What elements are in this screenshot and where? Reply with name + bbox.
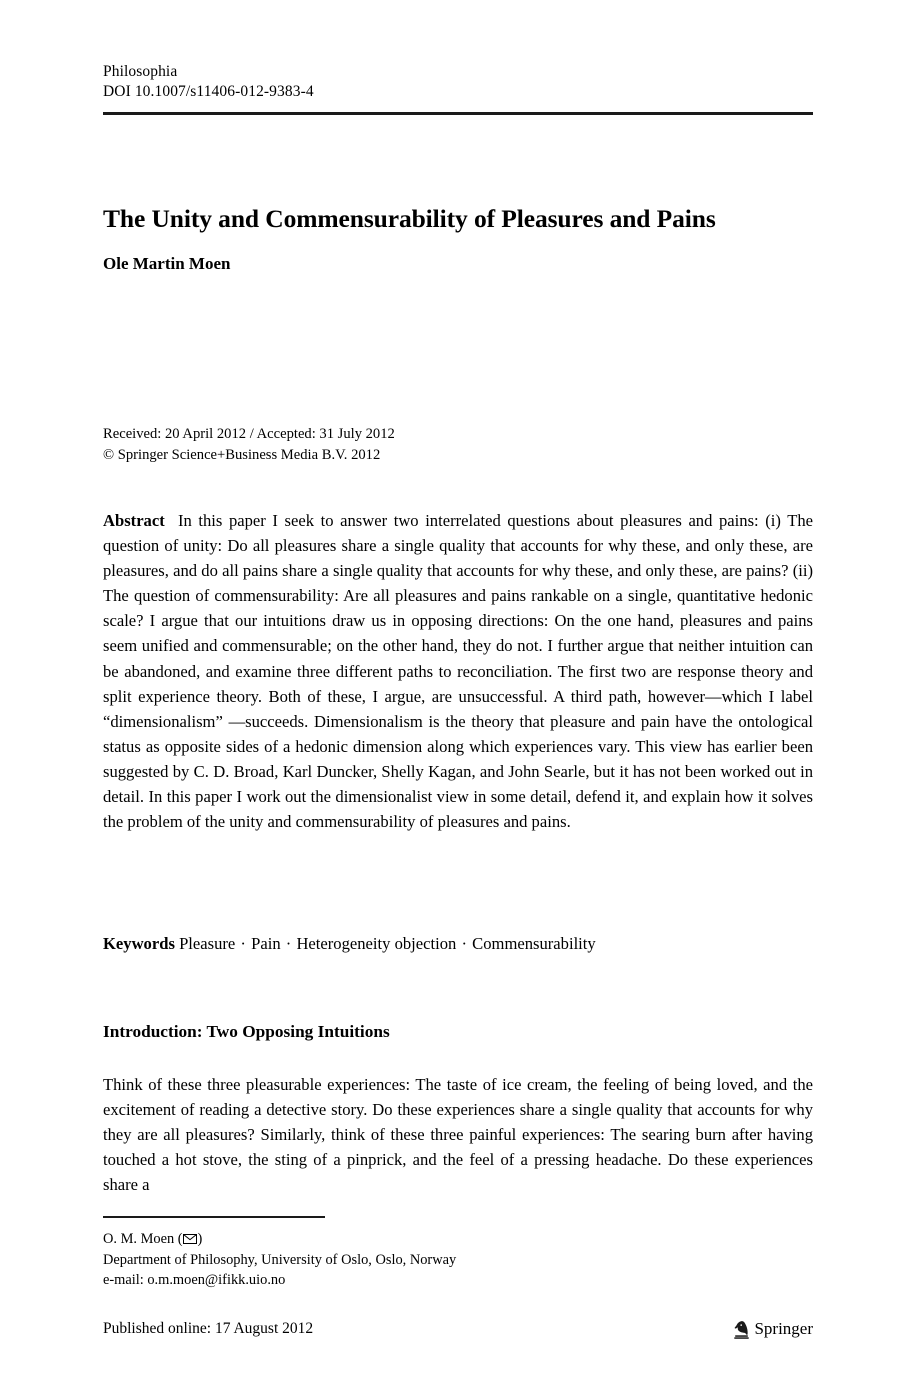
keywords-list <box>179 934 596 953</box>
abstract-body: In this paper I seek to answer two interrelated questions about pleasures and pains: (i) The question of unity: Do all pleasures share a single quality that accounts for why these, and only these, are pleasures, and do all pains share a single quality that accounts for why these, and only these, are pains? (ii) The question of commensurability: Are all pleasures and pains rankable on a single, quantitative hedonic scale? I argue that our intuitions draw us in opposing directions: On the one hand, pleasures and pains seem unified and commensurable; on the other hand, they do not. I further argue that neither intuition can be abandoned, and examine three different paths to reconciliation. The first two are response theory and split experience theory. Both of these, I argue, are unsuccessful. A third path, however—which I label “dimensionalism” —succeeds. Dimensionalism is the theory that pleasure and pain have the ontological status as opposite sides of a hedonic dimension along which experiences vary. This view has earlier been suggested by C. D. Broad, Karl Duncker, Shelly Kagan, and John Searle, but it has not been worked out in detail. In this paper I work out the dimensionalist view in some detail, defend it, and explain how it solves the problem of the unity and commensurability of pleasures and pains. <box>103 511 813 832</box>
journal-header <box>103 62 813 102</box>
footnote-divider <box>103 1216 325 1218</box>
copyright-line: © Springer Science+Business Media B.V. 2012 <box>103 446 381 463</box>
abstract-text <box>103 511 813 831</box>
abstract-section <box>103 508 813 834</box>
received-accepted-line: Received: 20 April 2012 / Accepted: 31 July 2012 <box>103 426 395 442</box>
footnote-author-prefix: O. M. Moen ( <box>103 1231 183 1247</box>
keyword-item: Pleasure <box>179 934 236 953</box>
abstract-label: Abstract <box>103 511 165 530</box>
header-divider <box>103 112 813 115</box>
publication-dates <box>103 424 813 465</box>
footnote-email: e-mail: o.m.moen@ifikk.uio.no <box>103 1272 286 1289</box>
keywords-label: Keywords <box>103 934 175 953</box>
footnote-author-line <box>103 1229 703 1250</box>
page-footer <box>103 1318 813 1340</box>
body-paragraph: Think of these three pleasurable experiences: The taste of ice cream, the feeling of being loved, and the excitement of reading a detective story. Do these experiences share a single quality that accounts for why they are all pleasures? Similarly, think of these three painful experiences: The searing burn after having touched a hot stove, the sting of a pinprick, and the feel of a pressing headache. Do these experiences share a <box>103 1074 813 1194</box>
keyword-item: Commensurability <box>472 934 596 953</box>
journal-name: Philosophia <box>103 63 178 80</box>
footnote-author-suffix: ) <box>197 1231 203 1247</box>
publisher-name: Springer <box>754 1319 813 1338</box>
keywords-section <box>103 931 813 956</box>
author-name: Ole Martin Moen <box>103 254 231 273</box>
keyword-separator: · <box>457 934 472 953</box>
footnote-affiliation: Department of Philosophy, University of Oslo, Oslo, Norway <box>103 1251 457 1268</box>
keyword-item: Pain <box>251 934 281 953</box>
journal-doi: DOI 10.1007/s11406-012-9383-4 <box>103 83 314 100</box>
springer-logo <box>733 1318 813 1340</box>
section-heading: Introduction: Two Opposing Intuitions <box>103 1022 390 1042</box>
page-title: The Unity and Commensurability of Pleasures and Pains <box>103 204 716 234</box>
footnote-block <box>103 1229 703 1291</box>
envelope-icon <box>183 1234 197 1244</box>
keyword-separator: · <box>281 934 296 953</box>
keyword-separator: · <box>236 934 251 953</box>
keyword-item: Heterogeneity objection <box>296 934 457 953</box>
knight-chess-icon <box>733 1320 750 1339</box>
published-online-date: Published online: 17 August 2012 <box>103 1320 314 1337</box>
